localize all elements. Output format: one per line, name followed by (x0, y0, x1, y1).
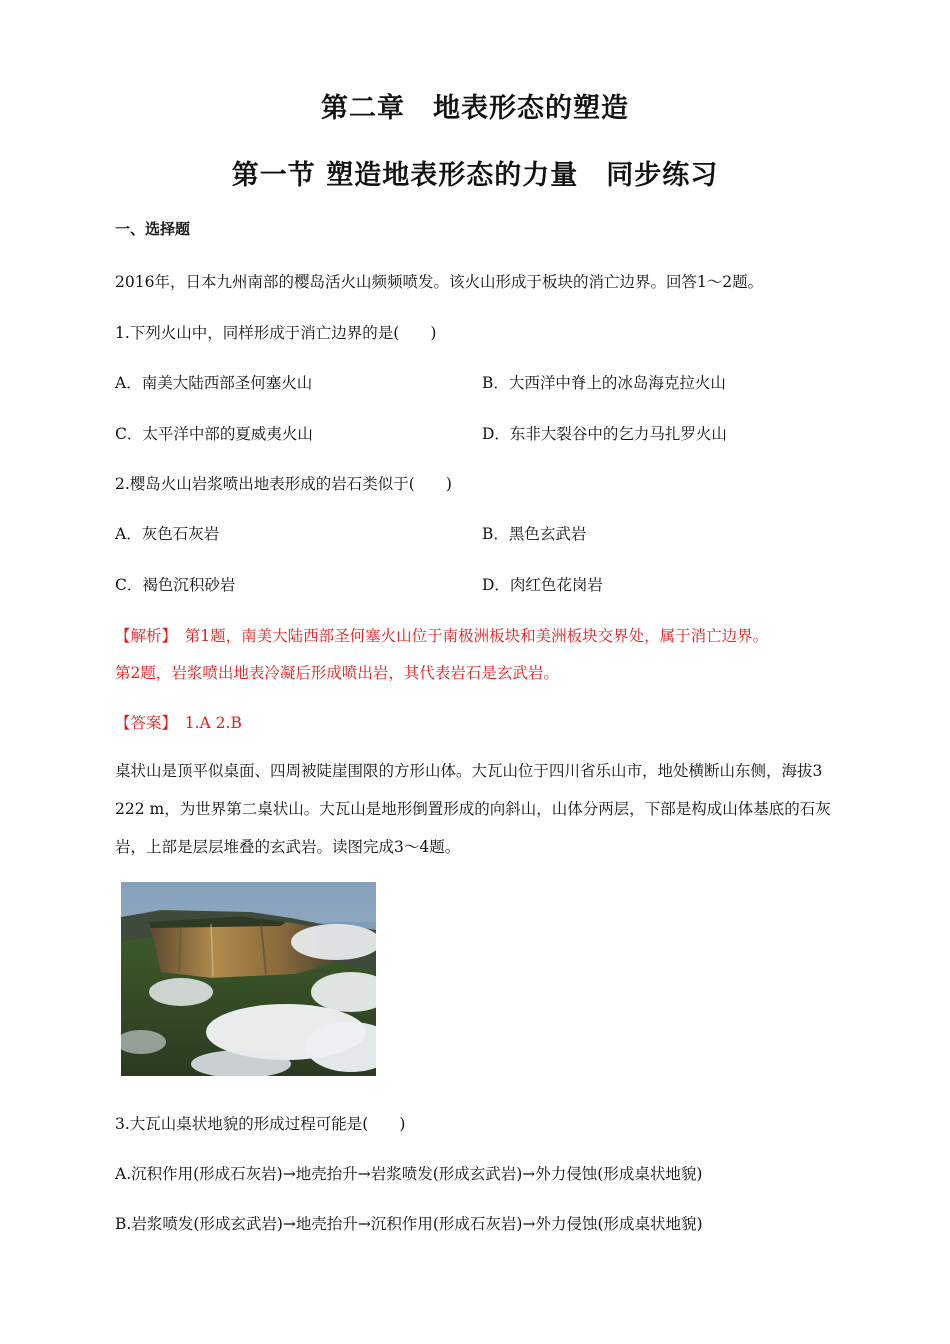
question-3-stem: 3.大瓦山桌状地貌的形成过程可能是( ) (115, 1115, 406, 1133)
analysis-line-2: 第2题，岩浆喷出地表冷凝后形成喷出岩，其代表岩石是玄武岩。 (115, 664, 559, 682)
table-mountain-photo (121, 882, 376, 1076)
question-2-option-b: B．黑色玄武岩 (482, 525, 587, 543)
question-1-stem: 1.下列火山中，同样形成于消亡边界的是( ) (115, 324, 437, 342)
answer-line (115, 711, 242, 733)
question-3-option-b: B.岩浆喷发(形成玄武岩)→地壳抬升→沉积作用(形成石灰岩)→外力侵蚀(形成桌状地貌) (115, 1215, 703, 1233)
question-2-option-a: A．灰色石灰岩 (115, 525, 220, 543)
answer-text: 1.A 2.B (169, 714, 242, 732)
question-1-option-c: C．太平洋中部的夏威夷火山 (115, 425, 313, 443)
analysis-text-1: 第1题，南美大陆西部圣何塞火山位于南极洲板块和美洲板块交界处，属于消亡边界。 (169, 627, 769, 645)
analysis-line-1 (115, 624, 768, 646)
analysis-label: 【解析】 (115, 627, 170, 645)
answer-label: 【答案】 (115, 714, 170, 732)
section-heading: 一、选择题 (115, 220, 191, 238)
question-2-option-d: D．肉红色花岗岩 (482, 576, 603, 594)
intro-paragraph-1: 2016年，日本九州南部的樱岛活火山频频喷发。该火山形成于板块的消亡边界。回答1～2题。 (115, 273, 764, 291)
question-1-option-d: D．东非大裂谷中的乞力马扎罗火山 (482, 425, 727, 443)
question-1-option-b: B．大西洋中脊上的冰岛海克拉火山 (482, 374, 726, 392)
question-3-option-a: A.沉积作用(形成石灰岩)→地壳抬升→岩浆喷发(形成玄武岩)→外力侵蚀(形成桌状地貌) (115, 1165, 703, 1183)
chapter-title: 第二章 地表形态的塑造 (321, 93, 629, 124)
question-2-option-c: C．褐色沉积砂岩 (115, 576, 236, 594)
section-title: 第一节 塑造地表形态的力量 同步练习 (231, 160, 719, 191)
intro-paragraph-2: 桌状山是顶平似桌面、四周被陡崖围限的方形山体。大瓦山位于四川省乐山市，地处横断山东侧，海拔3 222 m，为世界第二桌状山。大瓦山是地形倒置形成的向斜山，山体分两层，下部是构成山体基底的石灰岩，上部是层层堆叠的玄武岩。读图完成3～4题。 (115, 762, 831, 856)
question-2-stem: 2.樱岛火山岩浆喷出地表形成的岩石类似于( ) (115, 475, 452, 493)
question-1-option-a: A．南美大陆西部圣何塞火山 (115, 374, 313, 392)
